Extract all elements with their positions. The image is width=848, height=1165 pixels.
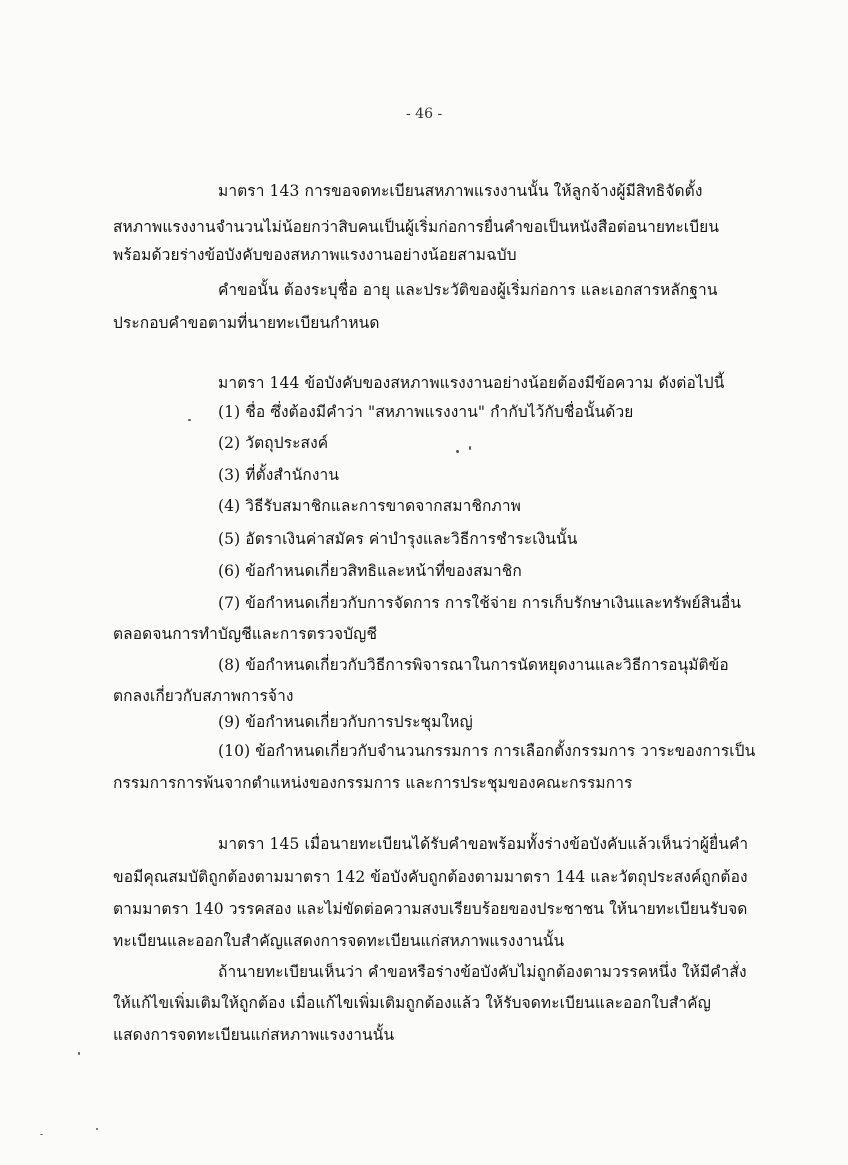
scan-speck	[78, 1052, 80, 1055]
page-number: - 46 -	[406, 106, 443, 122]
section-144-item-10-cont: กรรมการการพ้นจากตำแหน่งของกรรมการ และการประชุมของคณะกรรมการ	[113, 774, 633, 792]
section-144-item-9: (9) ข้อกำหนดเกี่ยวกับการประชุมใหญ่	[218, 713, 473, 731]
section-145-para2-line-3: แสดงการจดทะเบียนแก่สหภาพแรงงานนั้น	[113, 1026, 395, 1044]
section-144-item-1: (1) ชื่อ ซึ่งต้องมีคำว่า "สหภาพแรงงาน" กำกับไว้กับชื่อนั้นด้วย	[218, 403, 634, 421]
section-143-para2-line-1: คำขอนั้น ต้องระบุชื่อ อายุ และประวัติของผู้เริ่มก่อการ และเอกสารหลักฐาน	[218, 281, 718, 299]
section-143-line-1: มาตรา 143 การขอจดทะเบียนสหภาพแรงงานนั้น ให้ลูกจ้างผู้มีสิทธิจัดตั้ง	[218, 182, 703, 200]
scan-speck	[469, 446, 471, 450]
section-145-line-2: ขอมีคุณสมบัติถูกต้องตามมาตรา 142 ข้อบังคับถูกต้องตามมาตรา 144 และวัตถุประสงค์ถูกต้อง	[113, 868, 748, 886]
section-144-item-4: (4) วิธีรับสมาชิกและการขาดจากสมาชิกภาพ	[218, 497, 521, 515]
section-145-line-4: ทะเบียนและออกใบสำคัญแสดงการจดทะเบียนแก่สหภาพแรงงานนั้น	[113, 932, 565, 950]
section-144-item-8-cont: ตกลงเกี่ยวกับสภาพการจ้าง	[113, 687, 294, 705]
section-145-line-1: มาตรา 145 เมื่อนายทะเบียนได้รับคำขอพร้อมทั้งร่างข้อบังคับแล้วเห็นว่าผู้ยื่นคำ	[218, 835, 749, 853]
scan-speck	[96, 1128, 98, 1130]
section-145-line-3: ตามมาตรา 140 วรรคสอง และไม่ขัดต่อความสงบเรียบร้อยของประชาชน ให้นายทะเบียนรับจด	[113, 900, 748, 918]
section-143-para2-line-2: ประกอบคำขอตามที่นายทะเบียนกำหนด	[113, 314, 380, 332]
scan-speck	[456, 450, 459, 453]
scan-speck	[188, 419, 191, 421]
section-144-item-6: (6) ข้อกำหนดเกี่ยวสิทธิและหน้าที่ของสมาชิก	[218, 562, 522, 580]
scan-speck	[40, 1134, 43, 1135]
section-145-para2-line-1: ถ้านายทะเบียนเห็นว่า คำขอหรือร่างข้อบังคับไม่ถูกต้องตามวรรคหนึ่ง ให้มีคำสั่ง	[218, 963, 747, 981]
section-144-item-3: (3) ที่ตั้งสำนักงาน	[218, 466, 340, 484]
section-144-item-5: (5) อัตราเงินค่าสมัคร ค่าบำรุงและวิธีการชำระเงินนั้น	[218, 530, 578, 548]
section-144-item-2: (2) วัตถุประสงค์	[218, 434, 329, 452]
section-143-line-2: สหภาพแรงงานจำนวนไม่น้อยกว่าสิบคนเป็นผู้เริ่มก่อการยื่นคำขอเป็นหนังสือต่อนายทะเบียน	[113, 218, 720, 236]
section-145-para2-line-2: ให้แก้ไขเพิ่มเติมให้ถูกต้อง เมื่อแก้ไขเพิ่มเติมถูกต้องแล้ว ให้รับจดทะเบียนและออกใบสำคัญ	[113, 994, 711, 1012]
section-144-item-10: (10) ข้อกำหนดเกี่ยวกับจำนวนกรรมการ การเลือกตั้งกรรมการ วาระของการเป็น	[218, 742, 756, 760]
section-144-item-8: (8) ข้อกำหนดเกี่ยวกับวิธีการพิจารณาในการนัดหยุดงานและวิธีการอนุมัติข้อ	[218, 656, 729, 674]
section-144-intro: มาตรา 144 ข้อบังคับของสหภาพแรงงานอย่างน้อยต้องมีข้อความ ดังต่อไปนี้	[218, 374, 725, 392]
section-143-line-3: พร้อมด้วยร่างข้อบังคับของสหภาพแรงงานอย่างน้อยสามฉบับ	[113, 246, 517, 264]
section-144-item-7: (7) ข้อกำหนดเกี่ยวกับการจัดการ การใช้จ่าย การเก็บรักษาเงินและทรัพย์สินอื่น	[218, 594, 742, 612]
section-144-item-7-cont: ตลอดจนการทำบัญชีและการตรวจบัญชี	[113, 625, 378, 643]
